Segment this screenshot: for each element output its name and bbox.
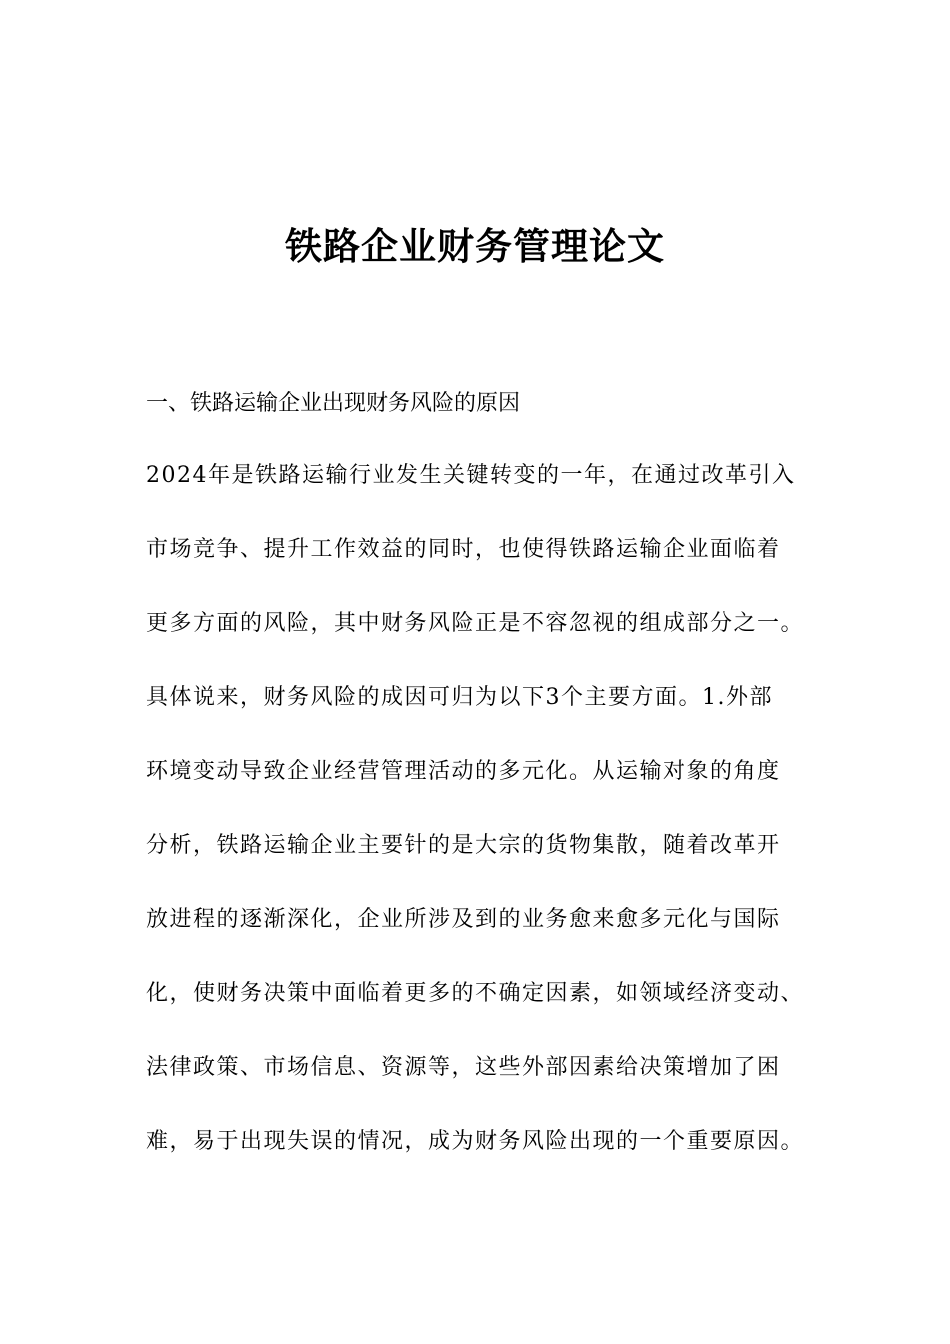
paragraph-line: 环境变动导致企业经营管理活动的多元化。从运输对象的角度 [146,759,781,784]
paragraph-line: 具体说来，财务风险的成因可归为以下3个主要方面。1.外部 [146,685,773,710]
paragraph-line: 2024年是铁路运输行业发生关键转变的一年，在通过改革引入 [146,463,796,488]
document-title: 铁路企业财务管理论文 [285,225,665,268]
body-paragraph [146,456,846,1196]
paragraph-line: 分析，铁路运输企业主要针的是大宗的货物集散，随着改革开 [146,833,781,858]
paragraph-line: 放进程的逐渐深化，企业所涉及到的业务愈来愈多元化与国际 [146,907,781,932]
paragraph-line: 化，使财务决策中面临着更多的不确定因素，如领域经济变动、 [146,981,805,1006]
paragraph-line: 更多方面的风险，其中财务风险正是不容忽视的组成部分之一。 [146,611,805,636]
section-heading: 一、铁路运输企业出现财务风险的原因 [146,391,521,416]
paragraph-line: 市场竞争、提升工作效益的同时，也使得铁路运输企业面临着 [146,537,781,562]
paragraph-line: 难，易于出现失误的情况，成为财务风险出现的一个重要原因。 [146,1129,805,1154]
paragraph-line: 法律政策、市场信息、资源等，这些外部因素给决策增加了困 [146,1055,781,1080]
